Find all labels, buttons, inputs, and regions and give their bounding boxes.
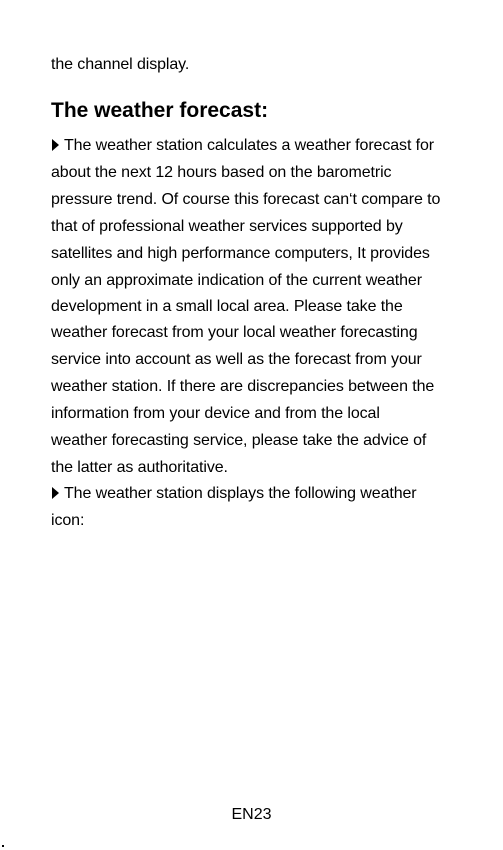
paragraph-1-line-13: the latter as authoritative. xyxy=(51,459,228,476)
bullet-arrow-icon xyxy=(52,139,59,151)
paragraph-1-line-3: pressure trend. Of course this forecast can‘t compare to xyxy=(51,191,441,208)
paragraph-1-line-10: weather station. If there are discrepancies between the xyxy=(51,378,435,395)
paragraph-1-line-12: weather forecasting service, please take the advice of xyxy=(51,432,427,449)
section-heading: The weather forecast: xyxy=(51,99,269,122)
paragraph-1-line-4: that of professional weather services supported by xyxy=(51,218,403,235)
intro-line: the channel display. xyxy=(51,56,190,73)
paragraph-2-line-1-text: The weather station displays the following weather xyxy=(64,485,417,502)
paragraph-1-line-7: development in a small local area. Please take the xyxy=(51,298,403,315)
paragraph-2-line-1 xyxy=(51,484,417,504)
paragraph-1-line-5: satellites and high performance computers, It provides xyxy=(51,245,430,262)
corner-mark xyxy=(2,845,4,847)
bullet-arrow-icon xyxy=(52,487,59,499)
paragraph-1-line-6: only an approximate indication of the current weather xyxy=(51,272,422,289)
paragraph-1-line-1-text: The weather station calculates a weather forecast for xyxy=(64,137,435,154)
paragraph-1-line-8: weather forecast from your local weather forecasting xyxy=(51,324,418,341)
paragraph-2-line-2: icon: xyxy=(51,512,85,529)
paragraph-1-line-1 xyxy=(51,136,434,156)
paragraph-1-line-2: about the next 12 hours based on the barometric xyxy=(51,164,392,181)
paragraph-1-line-11: information from your device and from the local xyxy=(51,405,380,422)
paragraph-1-line-9: service into account as well as the forecast from your xyxy=(51,351,422,368)
page-number: EN23 xyxy=(231,806,272,823)
